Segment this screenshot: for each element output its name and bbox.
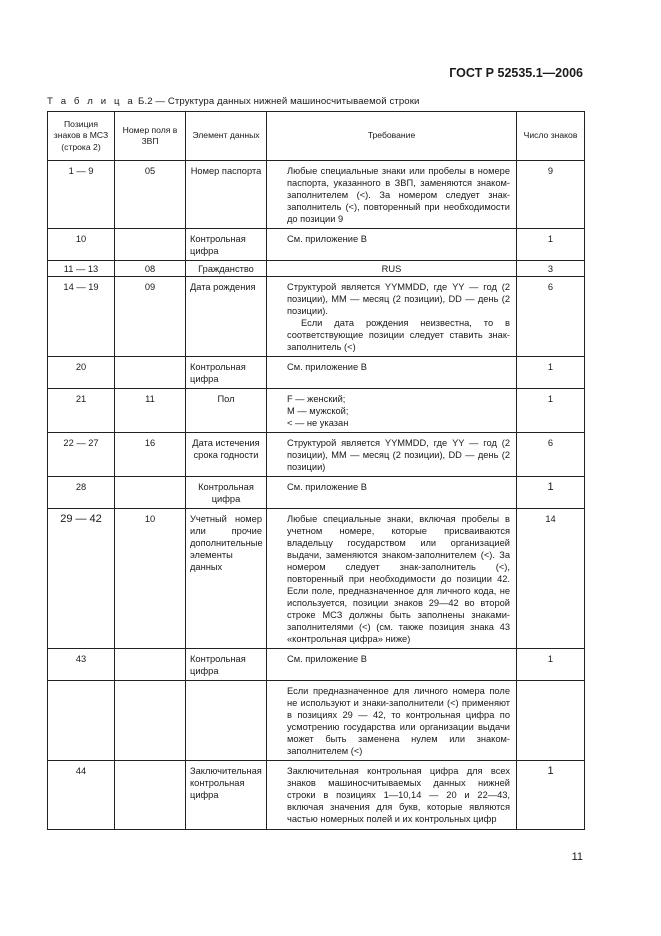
element-cell: Контрольная цифра (186, 357, 267, 389)
requirement-text: RUS (381, 264, 402, 274)
header-char-count: Число знаков (517, 112, 585, 161)
requirement-cell (267, 277, 517, 357)
field-cell (115, 477, 186, 509)
position-cell: 10 (48, 229, 115, 261)
requirement-cell (267, 761, 517, 830)
element-cell: Номер паспорта (186, 161, 267, 229)
element-cell: Пол (186, 389, 267, 433)
position-cell: 43 (48, 649, 115, 681)
table-row (48, 229, 585, 261)
count-cell: 1 (517, 357, 585, 389)
requirement-cell (267, 229, 517, 261)
table-row (48, 477, 585, 509)
position-cell: 21 (48, 389, 115, 433)
requirement-cell (267, 649, 517, 681)
table-row (48, 357, 585, 389)
requirement-cell (267, 261, 517, 277)
element-cell: Контрольная цифра (186, 649, 267, 681)
table-header-row (48, 112, 585, 161)
table-caption (47, 96, 419, 107)
table-row (48, 509, 585, 649)
element-cell: Дата рождения (186, 277, 267, 357)
count-cell: 1 (517, 389, 585, 433)
document-standard-number: ГОСТ Р 52535.1—2006 (449, 66, 583, 80)
requirement-text: Структурой является YYMMDD, где YY — год (2 позиции), MM — месяц (2 позиции), DD — день (2 позиции) (287, 438, 510, 472)
table-caption-text: Б.2 — Структура данных нижней машиносчитываемой строки (135, 96, 420, 107)
element-cell: Учетный номер или прочие дополнительные элементы данных (186, 509, 267, 649)
requirement-text: Любые специальные знаки или пробелы в номере паспорта, указанного в ЗВП, заменяются знаком-заполнителем (<). За номером следует знак-заполнитель (<), повторенный при необходимости до позиции 9 (287, 166, 510, 224)
element-cell: Контрольная цифра (186, 229, 267, 261)
table-row (48, 681, 585, 761)
position-cell: 28 (48, 477, 115, 509)
element-cell: Контрольная цифра (186, 477, 267, 509)
requirement-cell (267, 477, 517, 509)
table-caption-prefix: Т а б л и ц а (47, 96, 136, 107)
requirement-text: F — женский; (287, 394, 346, 404)
table-row (48, 161, 585, 229)
requirement-cell (267, 389, 517, 433)
element-cell: Дата истечения срока годности (186, 433, 267, 477)
position-cell: 22 — 27 (48, 433, 115, 477)
table-row (48, 761, 585, 830)
requirement-cell (267, 357, 517, 389)
header-data-element: Элемент данных (186, 112, 267, 161)
position-cell: 1 — 9 (48, 161, 115, 229)
field-cell: 05 (115, 161, 186, 229)
position-cell: 11 — 13 (48, 261, 115, 277)
field-cell (115, 357, 186, 389)
requirement-text: См. приложение В (287, 234, 367, 244)
count-cell: 1 (517, 229, 585, 261)
position-cell: 20 (48, 357, 115, 389)
requirement-text: < — не указан (287, 418, 349, 428)
field-cell: 16 (115, 433, 186, 477)
count-cell: 3 (517, 261, 585, 277)
requirement-text: Любые специальные знаки, включая пробелы в учетном номере, которые присваиваются владельцу государством или организацией выдачи, заменяются знаком-заполнителем (<). За номером следует знак-заполнитель (<), повторенный при необходимости до позиции 42. Если поле, предназначенное для личного кода, не используется, позиции знаков 29—42 во второй строке МСЗ должны быть заполнены знаками-заполнителями (<) (см. также позиция знака 43 «контрольная цифра» ниже) (287, 514, 510, 644)
field-cell: 11 (115, 389, 186, 433)
element-cell: Гражданство (186, 261, 267, 277)
count-cell: 1 (517, 761, 585, 830)
header-requirement: Требование (267, 112, 517, 161)
table-row (48, 261, 585, 277)
element-cell: Заключительная контрольная цифра (186, 761, 267, 830)
count-cell: 6 (517, 277, 585, 357)
requirement-cell (267, 433, 517, 477)
count-cell: 1 (517, 649, 585, 681)
requirement-cell (267, 161, 517, 229)
page-number: 11 (571, 851, 583, 863)
requirement-cell (267, 509, 517, 649)
count-cell: 1 (517, 477, 585, 509)
requirement-text: См. приложение В (287, 482, 367, 492)
table-row (48, 389, 585, 433)
field-cell: 09 (115, 277, 186, 357)
count-cell: 14 (517, 509, 585, 649)
position-cell: 14 — 19 (48, 277, 115, 357)
count-cell: 6 (517, 433, 585, 477)
header-field-number: Номер поля в ЗВП (115, 112, 186, 161)
count-cell: 9 (517, 161, 585, 229)
count-cell (517, 681, 585, 761)
requirement-text: Если дата рождения неизвестна, то в соответствующие позиции следует ставить знак-заполнитель (<) (287, 318, 510, 352)
element-cell (186, 681, 267, 761)
field-cell (115, 761, 186, 830)
header-position: Позиция знаков в МСЗ (строка 2) (48, 112, 115, 161)
table-row (48, 649, 585, 681)
requirement-text: Структурой является YYMMDD, где YY — год (2 позиции), MM — месяц (2 позиции), DD — день (2 позиции). (287, 282, 510, 316)
position-cell: 29 — 42 (48, 509, 115, 649)
field-cell: 08 (115, 261, 186, 277)
data-structure-table (47, 111, 585, 830)
requirement-text: См. приложение В (287, 362, 367, 372)
requirement-text: Заключительная контрольная цифра для всех знаков машиносчитываемых данных нижней строки в позициях 1—10,14 — 20 и 22—43, включая значения для букв, которые являются частью номерных полей и их контрольных цифр (287, 766, 510, 824)
field-cell: 10 (115, 509, 186, 649)
field-cell (115, 649, 186, 681)
requirement-text: Если предназначенное для личного номера поле не используют и знаки-заполнители (<) применяют в позициях 29 — 42, то контрольная цифра по усмотрению государства или организации выдачи может быть заменена нулем или знаком-заполнителем (<) (287, 686, 510, 756)
position-cell: 44 (48, 761, 115, 830)
field-cell (115, 681, 186, 761)
table-row (48, 277, 585, 357)
requirement-text: См. приложение В (287, 654, 367, 664)
field-cell (115, 229, 186, 261)
requirement-text: M — мужской; (287, 406, 349, 416)
table-row (48, 433, 585, 477)
position-cell (48, 681, 115, 761)
requirement-cell (267, 681, 517, 761)
